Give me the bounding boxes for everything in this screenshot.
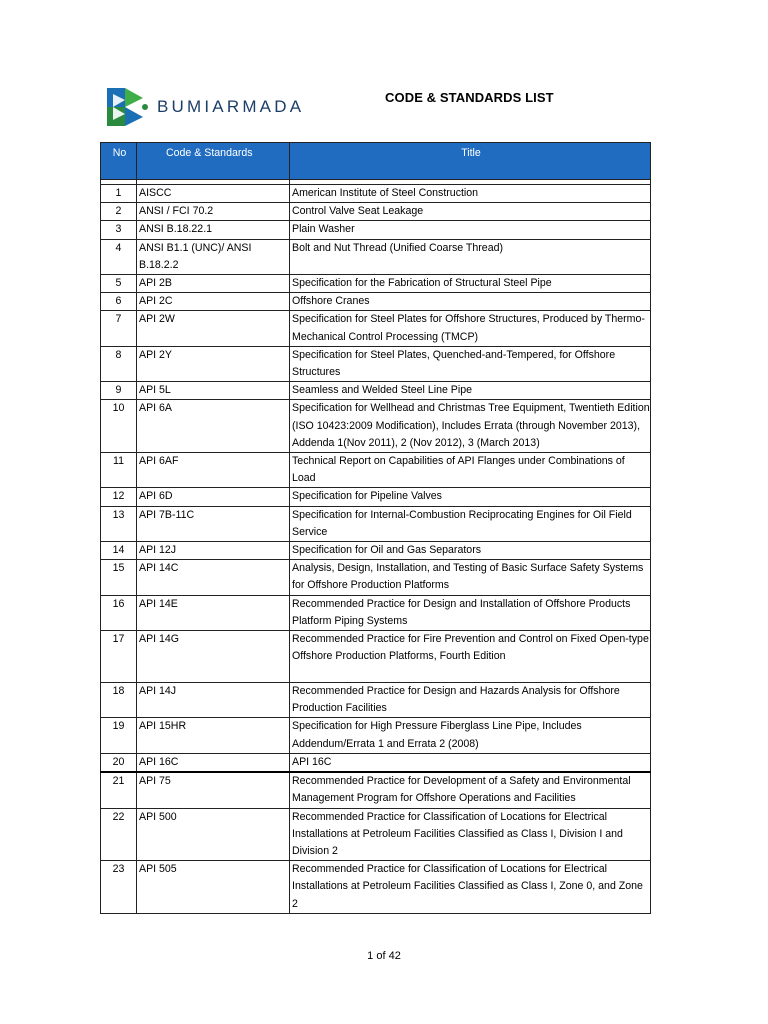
cell-no: 5 (101, 275, 137, 293)
cell-no: 13 (101, 506, 137, 541)
cell-no: 3 (101, 221, 137, 239)
table-row (101, 631, 651, 683)
cell-code: API 75 (137, 772, 290, 808)
table-row (101, 683, 651, 718)
table-row (101, 185, 651, 203)
table-row (101, 239, 651, 274)
cell-title: Specification for Oil and Gas Separators (290, 542, 651, 560)
cell-code: API 14G (137, 631, 290, 683)
cell-title: Recommended Practice for Design and Installation of Offshore Products Platform Piping Systems (290, 595, 651, 630)
cell-title: Technical Report on Capabilities of API Flanges under Combinations of Load (290, 453, 651, 488)
cell-title: Recommended Practice for Design and Hazards Analysis for Offshore Production Facilities (290, 683, 651, 718)
cell-title: Recommended Practice for Fire Prevention and Control on Fixed Open-type Offshore Production Platforms, Fourth Edition (290, 631, 651, 683)
table-row (101, 506, 651, 541)
cell-title: Specification for Steel Plates for Offshore Structures, Produced by Thermo-Mechanical Control Processing (TMCP) (290, 311, 651, 346)
table-row (101, 861, 651, 914)
table-row (101, 203, 651, 221)
table-row (101, 453, 651, 488)
cell-no: 7 (101, 311, 137, 346)
cell-no: 8 (101, 346, 137, 381)
cell-no: 1 (101, 185, 137, 203)
cell-code: API 5L (137, 382, 290, 400)
table-row (101, 382, 651, 400)
cell-code: API 2Y (137, 346, 290, 381)
cell-code: API 7B-11C (137, 506, 290, 541)
cell-no: 21 (101, 772, 137, 808)
cell-title: Specification for Wellhead and Christmas Tree Equipment, Twentieth Edition (ISO 10423:2009 Modification), Includes Errata (through November 2013), Addenda 1(Nov 2011), 2 (Nov 2012), 3 (March 2013) (290, 400, 651, 453)
cell-title: API 16C (290, 753, 651, 772)
cell-code: ANSI B.18.22.1 (137, 221, 290, 239)
cell-title: Specification for Internal-Combustion Reciprocating Engines for Oil Field Service (290, 506, 651, 541)
table-row (101, 400, 651, 453)
cell-title: Specification for Pipeline Valves (290, 488, 651, 506)
cell-code: API 500 (137, 808, 290, 861)
cell-code: API 16C (137, 753, 290, 772)
column-header-title: Title (290, 143, 651, 180)
company-logo (105, 86, 304, 128)
cell-title: Specification for High Pressure Fiberglass Line Pipe, Includes Addendum/Errata 1 and Errata 2 (2008) (290, 718, 651, 753)
cell-code: API 14C (137, 560, 290, 595)
cell-no: 17 (101, 631, 137, 683)
bumi-armada-logo-icon (105, 86, 149, 128)
table-row (101, 595, 651, 630)
cell-title: Offshore Cranes (290, 293, 651, 311)
cell-no: 11 (101, 453, 137, 488)
cell-code: ANSI / FCI 70.2 (137, 203, 290, 221)
table-row (101, 808, 651, 861)
column-header-code: Code & Standards (137, 143, 290, 180)
cell-title: Recommended Practice for Classification of Locations for Electrical Installations at Petroleum Facilities Classified as Class I, Division I and Division 2 (290, 808, 651, 861)
cell-no: 6 (101, 293, 137, 311)
cell-no: 16 (101, 595, 137, 630)
cell-title: Plain Washer (290, 221, 651, 239)
cell-code: API 2C (137, 293, 290, 311)
document-title: CODE & STANDARDS LIST (385, 90, 554, 105)
cell-code: API 14J (137, 683, 290, 718)
cell-no: 4 (101, 239, 137, 274)
table-header-row (101, 143, 651, 180)
table-row (101, 311, 651, 346)
table-row (101, 275, 651, 293)
cell-no: 22 (101, 808, 137, 861)
table-row (101, 221, 651, 239)
table-row (101, 488, 651, 506)
cell-title: Analysis, Design, Installation, and Testing of Basic Surface Safety Systems for Offshore Production Platforms (290, 560, 651, 595)
cell-code: API 6D (137, 488, 290, 506)
cell-no: 10 (101, 400, 137, 453)
cell-code: API 6AF (137, 453, 290, 488)
cell-no: 9 (101, 382, 137, 400)
cell-code: API 2B (137, 275, 290, 293)
cell-title: Recommended Practice for Classification of Locations for Electrical Installations at Petroleum Facilities Classified as Class I, Zone 0, and Zone 2 (290, 861, 651, 914)
cell-code: API 2W (137, 311, 290, 346)
cell-title: American Institute of Steel Construction (290, 185, 651, 203)
cell-title: Bolt and Nut Thread (Unified Coarse Thread) (290, 239, 651, 274)
cell-title: Control Valve Seat Leakage (290, 203, 651, 221)
cell-no: 18 (101, 683, 137, 718)
cell-no: 20 (101, 753, 137, 772)
cell-no: 15 (101, 560, 137, 595)
cell-title: Specification for Steel Plates, Quenched-and-Tempered, for Offshore Structures (290, 346, 651, 381)
column-header-no: No (101, 143, 137, 180)
table-row (101, 718, 651, 753)
cell-code: AISCC (137, 185, 290, 203)
cell-title: Seamless and Welded Steel Line Pipe (290, 382, 651, 400)
cell-code: API 14E (137, 595, 290, 630)
table-row (101, 346, 651, 381)
cell-title: Specification for the Fabrication of Structural Steel Pipe (290, 275, 651, 293)
cell-no: 2 (101, 203, 137, 221)
company-name: BUMIARMADA (157, 97, 305, 116)
page-number: 1 of 42 (367, 950, 401, 962)
standards-table (100, 142, 651, 914)
table-row (101, 293, 651, 311)
cell-no: 19 (101, 718, 137, 753)
cell-code: API 15HR (137, 718, 290, 753)
cell-code: ANSI B1.1 (UNC)/ ANSI B.18.2.2 (137, 239, 290, 274)
cell-no: 23 (101, 861, 137, 914)
cell-code: API 6A (137, 400, 290, 453)
cell-title: Recommended Practice for Development of a Safety and Environmental Management Program for Offshore Operations and Facilities (290, 772, 651, 808)
table-row (101, 560, 651, 595)
table-row (101, 772, 651, 808)
table-row (101, 753, 651, 772)
cell-code: API 12J (137, 542, 290, 560)
table-row (101, 542, 651, 560)
cell-code: API 505 (137, 861, 290, 914)
cell-no: 12 (101, 488, 137, 506)
cell-no: 14 (101, 542, 137, 560)
